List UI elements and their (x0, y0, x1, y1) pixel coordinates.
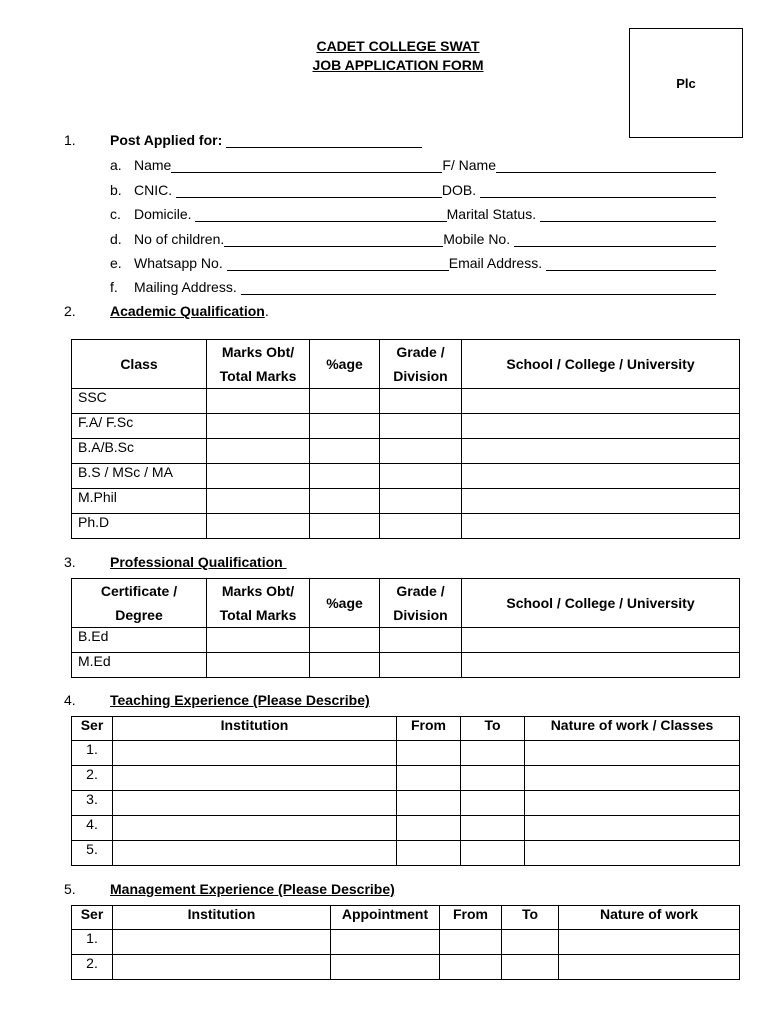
to-cell[interactable] (461, 816, 525, 841)
mailing-address-field[interactable] (241, 279, 716, 295)
table-row (72, 955, 740, 980)
institution-cell[interactable] (113, 930, 331, 955)
field-letter: a. (110, 157, 122, 173)
cnic-label: CNIC. (134, 182, 176, 198)
institution-cell[interactable] (462, 514, 740, 539)
grade-cell[interactable] (380, 464, 462, 489)
institution-cell[interactable] (462, 628, 740, 653)
table-row (72, 464, 740, 489)
professional-qualification-table (71, 578, 740, 678)
institution-cell[interactable] (462, 653, 740, 678)
class-cell: SSC (72, 389, 207, 414)
marks-cell[interactable] (207, 389, 310, 414)
field-row-whatsapp (110, 251, 716, 271)
header-institution: School / College / University (462, 340, 740, 389)
table-row (72, 628, 740, 653)
section5-number: 5. (64, 881, 76, 897)
table-row (72, 841, 740, 866)
table-row (72, 414, 740, 439)
percentage-cell[interactable] (310, 653, 380, 678)
nature-cell[interactable] (559, 955, 740, 980)
to-cell[interactable] (461, 766, 525, 791)
whatsapp-label: Whatsapp No. (134, 255, 227, 271)
nature-cell[interactable] (525, 791, 740, 816)
section2-number: 2. (64, 303, 76, 319)
table-row (72, 816, 740, 841)
field-letter: d. (110, 231, 122, 247)
ser-cell: 1. (72, 930, 113, 955)
nature-cell[interactable] (525, 766, 740, 791)
section3-title: Professional Qualification (110, 554, 287, 570)
mobile-field[interactable] (514, 231, 716, 247)
institution-cell[interactable] (462, 489, 740, 514)
table-row (72, 791, 740, 816)
institution-cell[interactable] (462, 439, 740, 464)
institution-cell[interactable] (113, 766, 397, 791)
institution-cell[interactable] (462, 389, 740, 414)
ser-cell: 1. (72, 741, 113, 766)
header-grade: Grade / Division (380, 340, 462, 389)
to-cell[interactable] (461, 841, 525, 866)
marks-cell[interactable] (207, 514, 310, 539)
percentage-cell[interactable] (310, 514, 380, 539)
header-to: To (502, 906, 559, 930)
table-header-row (72, 340, 740, 389)
section1-number: 1. (64, 132, 76, 148)
percentage-cell[interactable] (310, 628, 380, 653)
nature-cell[interactable] (525, 816, 740, 841)
from-cell[interactable] (397, 841, 461, 866)
header-to: To (461, 717, 525, 741)
header-certificate: Certificate / Degree (72, 579, 207, 628)
class-cell: Ph.D (72, 514, 207, 539)
table-row (72, 439, 740, 464)
academic-qualification-table (71, 339, 740, 539)
class-cell: M.Phil (72, 489, 207, 514)
header-institution: School / College / University (462, 579, 740, 628)
father-name-label: F/ Name (442, 157, 496, 173)
field-letter: b. (110, 182, 122, 198)
header-percentage: %age (310, 579, 380, 628)
header-nature-of-work: Nature of work (559, 906, 740, 930)
percentage-cell[interactable] (310, 464, 380, 489)
ser-cell: 3. (72, 791, 113, 816)
section3-number: 3. (64, 554, 76, 570)
header-appointment: Appointment (331, 906, 440, 930)
header-institution: Institution (113, 717, 397, 741)
from-cell[interactable] (397, 766, 461, 791)
table-header-row (72, 717, 740, 741)
email-label: Email Address. (448, 255, 546, 271)
dob-field[interactable] (480, 182, 716, 198)
institution-cell[interactable] (113, 741, 397, 766)
photo-box[interactable] (629, 28, 743, 138)
marks-cell[interactable] (207, 653, 310, 678)
domicile-label: Domicile. (134, 206, 196, 222)
to-cell[interactable] (461, 741, 525, 766)
mobile-label: Mobile No. (443, 231, 514, 247)
ser-cell: 2. (72, 955, 113, 980)
field-row-cnic (110, 178, 716, 198)
name-label: Name (134, 157, 172, 173)
header-marks: Marks Obt/ Total Marks (207, 579, 310, 628)
photo-label: Plc (676, 75, 696, 91)
header-from: From (440, 906, 502, 930)
marital-status-field[interactable] (540, 206, 716, 222)
table-row (72, 489, 740, 514)
table-header-row (72, 579, 740, 628)
form-title-application: JOB APPLICATION FORM (312, 57, 484, 73)
nature-cell[interactable] (559, 930, 740, 955)
field-row-name (110, 153, 716, 173)
post-applied-row (110, 128, 716, 148)
degree-cell: M.Ed (72, 653, 207, 678)
appointment-cell[interactable] (331, 955, 440, 980)
section5-title: Management Experience (Please Describe) (110, 881, 395, 897)
percentage-cell[interactable] (310, 439, 380, 464)
header-ser: Ser (72, 717, 113, 741)
header-nature-of-work: Nature of work / Classes (525, 717, 740, 741)
name-field[interactable] (171, 157, 442, 173)
nature-cell[interactable] (525, 741, 740, 766)
header-percentage: %age (310, 340, 380, 389)
table-row (72, 653, 740, 678)
children-field[interactable] (224, 231, 443, 247)
field-row-domicile (110, 202, 716, 222)
field-letter: f. (110, 279, 118, 295)
field-letter: c. (110, 206, 121, 222)
grade-cell[interactable] (380, 439, 462, 464)
field-row-mailing (110, 275, 716, 295)
percentage-cell[interactable] (310, 489, 380, 514)
header-ser: Ser (72, 906, 113, 930)
field-row-children (110, 227, 716, 247)
to-cell[interactable] (502, 930, 559, 955)
marks-cell[interactable] (207, 628, 310, 653)
section4-title: Teaching Experience (Please Describe) (110, 692, 370, 708)
from-cell[interactable] (397, 741, 461, 766)
grade-cell[interactable] (380, 489, 462, 514)
institution-cell[interactable] (113, 791, 397, 816)
form-title-college: CADET COLLEGE SWAT (316, 38, 480, 54)
grade-cell[interactable] (380, 414, 462, 439)
dob-label: DOB. (441, 182, 480, 198)
grade-cell[interactable] (380, 653, 462, 678)
ser-cell: 5. (72, 841, 113, 866)
field-letter: e. (110, 255, 122, 271)
class-cell: B.S / MSc / MA (72, 464, 207, 489)
institution-cell[interactable] (462, 414, 740, 439)
grade-cell[interactable] (380, 628, 462, 653)
table-row (72, 741, 740, 766)
class-cell: B.A/B.Sc (72, 439, 207, 464)
mailing-address-label: Mailing Address. (134, 279, 241, 295)
section2-title-suffix: . (264, 303, 269, 319)
marks-cell[interactable] (207, 439, 310, 464)
teaching-experience-table (71, 716, 740, 866)
from-cell[interactable] (397, 816, 461, 841)
marks-cell[interactable] (207, 489, 310, 514)
percentage-cell[interactable] (310, 389, 380, 414)
marks-cell[interactable] (207, 464, 310, 489)
ser-cell: 2. (72, 766, 113, 791)
header-class: Class (72, 340, 207, 389)
institution-cell[interactable] (113, 955, 331, 980)
table-row (72, 930, 740, 955)
grade-cell[interactable] (380, 389, 462, 414)
header-from: From (397, 717, 461, 741)
appointment-cell[interactable] (331, 930, 440, 955)
domicile-field[interactable] (195, 206, 446, 222)
header-grade: Grade / Division (380, 579, 462, 628)
institution-cell[interactable] (462, 464, 740, 489)
grade-cell[interactable] (380, 514, 462, 539)
percentage-cell[interactable] (310, 414, 380, 439)
management-experience-table (71, 905, 740, 980)
ser-cell: 4. (72, 816, 113, 841)
email-field[interactable] (546, 255, 716, 271)
cnic-field[interactable] (176, 182, 442, 198)
institution-cell[interactable] (113, 841, 397, 866)
header-institution: Institution (113, 906, 331, 930)
marital-status-label: Marital Status. (446, 206, 540, 222)
table-row (72, 766, 740, 791)
from-cell[interactable] (397, 791, 461, 816)
post-applied-field[interactable] (226, 132, 422, 148)
section2-title: Academic Qualification (110, 303, 265, 319)
section2-heading (110, 302, 269, 320)
from-cell[interactable] (440, 930, 502, 955)
father-name-field[interactable] (496, 157, 716, 173)
header-marks: Marks Obt/ Total Marks (207, 340, 310, 389)
marks-cell[interactable] (207, 414, 310, 439)
table-row (72, 389, 740, 414)
institution-cell[interactable] (113, 816, 397, 841)
children-label: No of children. (134, 231, 225, 247)
post-applied-label: Post Applied for: (110, 132, 223, 148)
from-cell[interactable] (440, 955, 502, 980)
whatsapp-field[interactable] (227, 255, 449, 271)
degree-cell: B.Ed (72, 628, 207, 653)
class-cell: F.A/ F.Sc (72, 414, 207, 439)
to-cell[interactable] (461, 791, 525, 816)
nature-cell[interactable] (525, 841, 740, 866)
section4-number: 4. (64, 692, 76, 708)
table-row (72, 514, 740, 539)
table-header-row (72, 906, 740, 930)
to-cell[interactable] (502, 955, 559, 980)
